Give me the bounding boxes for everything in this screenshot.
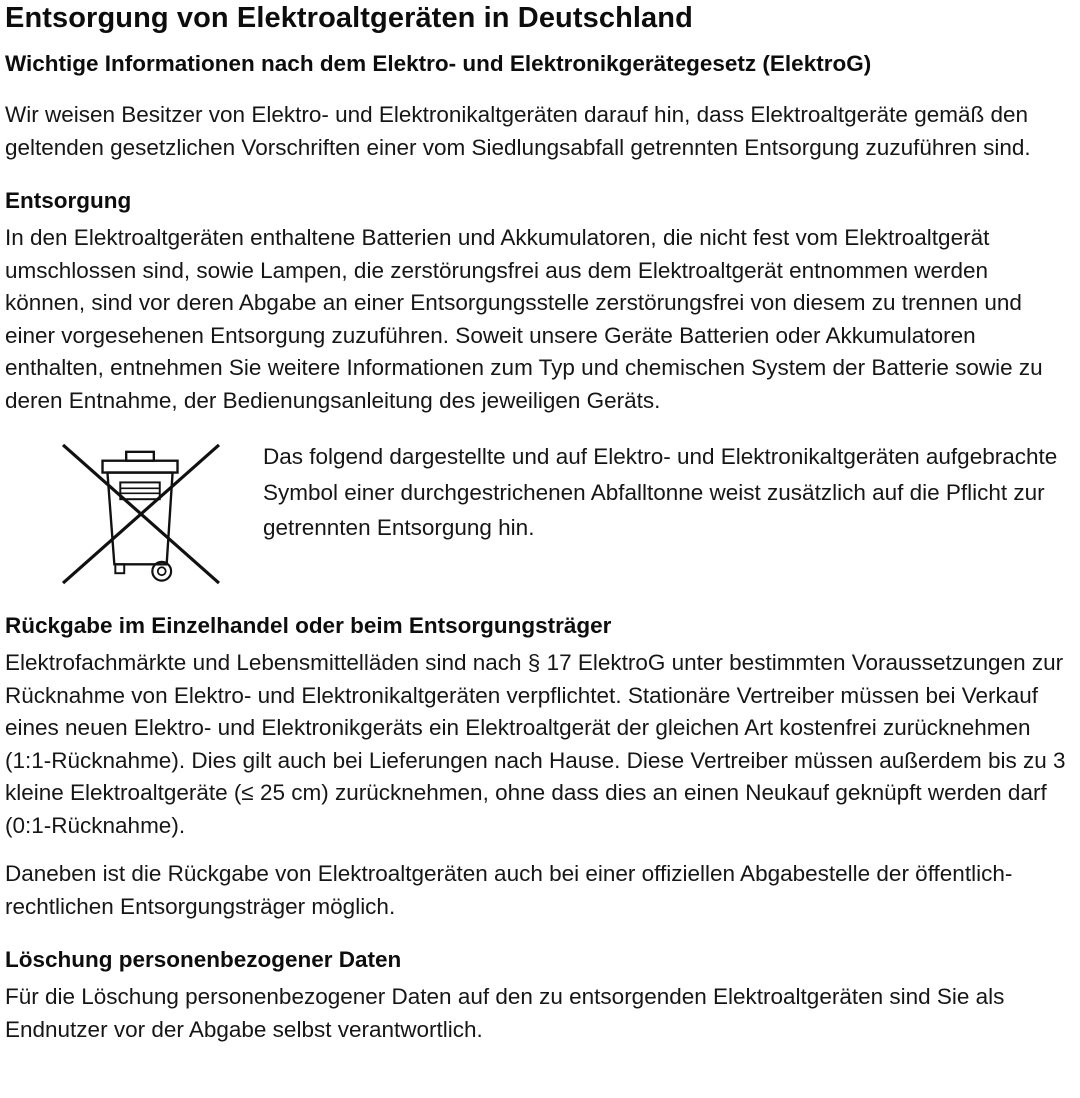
section-heading-rueckgabe: Rückgabe im Einzelhandel oder beim Entsorgungsträger [5,613,612,638]
section-heading-loeschung: Löschung personenbezogener Daten [5,947,402,972]
weee-symbol-row [5,437,1074,589]
weee-symbol-caption: Das folgend dargestellte und auf Elektro- und Elektronikaltgeräten aufgebrachte Symbol einer durchgestrichenen Abfalltonne weist zusätzlich auf die Pflicht zur getrennten Entsorgung hin. [263,444,1058,540]
document-title: Entsorgung von Elektroaltgeräten in Deutschland [5,2,693,34]
loeschung-paragraph: Für die Löschung personenbezogener Daten auf den zu entsorgenden Elektroaltgeräten sind Sie als Endnutzer vor der Abgabe selbst verantwortlich. [5,984,1005,1042]
document-subtitle: Wichtige Informationen nach dem Elektro- und Elektronikgerätegesetz (ElektroG) [5,51,872,76]
crossed-out-wheeled-bin-icon [57,439,225,589]
rueckgabe-paragraph-1: Elektrofachmärkte und Lebensmittelläden sind nach § 17 ElektroG unter bestimmten Voraussetzungen zur Rücknahme von Elektro- und Elektronikaltgeräten verpflichtet. Stationäre Vertreiber müssen bei Verkauf eines neuen Elektro- und Elektronikgeräts ein Elektroaltgerät der gleichen Art kostenfrei zurücknehmen (1:1-Rücknahme). Dies gilt auch bei Lieferungen nach Hause. Diese Vertreiber müssen außerdem bis zu 3 kleine Elektroaltgeräte (≤ 25 cm) zurücknehmen, ohne dass dies an einen Neukauf geknüpft werden darf (0:1-Rücknahme). [5,650,1066,838]
rueckgabe-paragraph-2: Daneben ist die Rückgabe von Elektroaltgeräten auch bei einer offiziellen Abgabestelle der öffentlich-rechtlichen Entsorgungsträger möglich. [5,861,1013,919]
intro-paragraph: Wir weisen Besitzer von Elektro- und Elektronikaltgeräten darauf hin, dass Elektroaltgeräte gemäß den geltenden gesetzlichen Vorschriften einer vom Siedlungsabfall getrennten Entsorgung zuzuführen sind. [5,102,1031,160]
entsorgung-paragraph: In den Elektroaltgeräten enthaltene Batterien und Akkumulatoren, die nicht fest vom Elektroaltgerät umschlossen sind, sowie Lampen, die zerstörungsfrei aus dem Elektroaltgerät entnommen werden können, sind vor deren Abgabe an einer Entsorgungsstelle zerstörungsfrei von diesem zu trennen und einer vorgesehenen Entsorgung zuzuführen. Soweit unsere Geräte Batterien oder Akkumulatoren enthalten, entnehmen Sie weitere Informationen zum Typ und chemischen System der Batterie sowie zu deren Entnahme, der Bedienungsanleitung des jeweiligen Geräts. [5,225,1043,413]
section-heading-entsorgung: Entsorgung [5,188,132,213]
